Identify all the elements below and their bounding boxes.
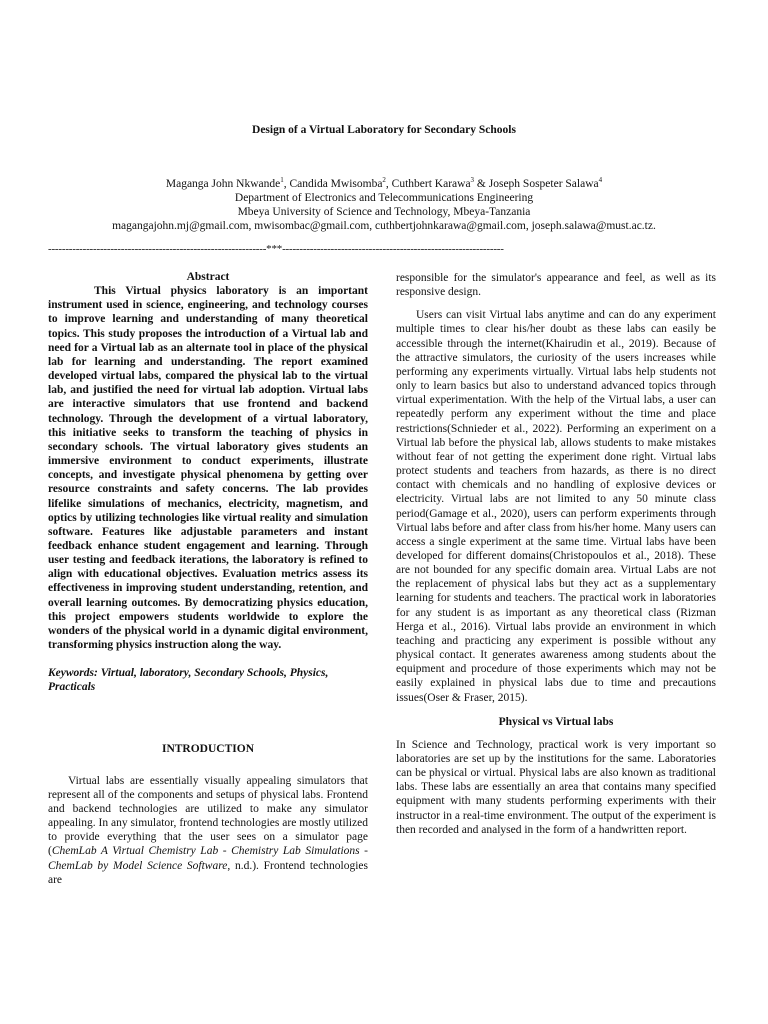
intro-citation: ChemLab A Virtual Chemistry Lab - Chemistry Lab Simulations - ChemLab by Model Science Software — [48, 845, 368, 872]
author-affiliation-mark: 1 — [280, 176, 284, 184]
paper-title: Design of a Virtual Laboratory for Secondary Schools — [252, 124, 516, 136]
keywords: Keywords: Virtual, laboratory, Secondary Schools, Physics, Practicals — [48, 667, 329, 694]
author-name: Joseph Sospeter Salawa — [488, 177, 599, 190]
right-column — [396, 271, 716, 837]
introduction-paragraph — [48, 774, 368, 887]
section-separator: ---------------------------------------------------------------***---------------------------------------------------------------- — [48, 243, 504, 255]
physical-vs-virtual-heading: Physical vs Virtual labs — [498, 715, 614, 728]
author-block — [0, 173, 768, 234]
author-name: Candida Mwisomba — [289, 177, 383, 190]
author-name: Cuthbert Karawa — [391, 177, 471, 190]
abstract-text: This Virtual physics laboratory is an important instrument used in science, engineering, and technology courses to improve learning and understanding of many theoretical topics. This study proposes the introduction of a Virtual lab and need for a Virtual lab as an alternate tool in place of the physical lab for learning and understanding. The report examined developed virtual labs, compared the physical lab to the virtual lab, and justified the need for virtual lab adoption. Virtual labs are interactive simulators that use frontend and backend technology. Through the development of a virtual laboratory, this initiative seeks to transform the teaching of physics in secondary schools. The virtual laboratory gives students an immersive environment to conduct experiments, illustrate concepts, and investigate physical phenomena by getting over resource constraints and safety concerns. The lab provides lifelike simulations of mechanics, electricity, magnetism, and optics by utilizing technologies like virtual reality and simulation software. Features like adjustable parameters and instant feedback enhance student engagement and learning. Through user testing and feedback iterations, the laboratory is refined to align with educational objectives. Evaluation metrics assess its effectiveness in improving student understanding, retention, and overall learning outcomes. By democratizing physics education, this project empowers students worldwide to explore the wonders of the physical world in a dynamic digital environment, transforming physics instruction along the way. — [48, 285, 368, 652]
author-affiliation-mark: 2 — [382, 176, 386, 184]
university-line: Mbeya University of Science and Technology, Mbeya-Tanzania — [237, 206, 531, 219]
continued-paragraph: responsible for the simulator's appearance and feel, as well as its responsive design. — [396, 272, 716, 299]
physical-vs-virtual-paragraph: In Science and Technology, practical work is very important so laboratories are set up by the institutions for the same. Laboratories can be physical or virtual. Physical labs are also known as traditional labs. These labs are essentially an area that contains many specified equipment with many students performing experiments with their instructor in a real-time environment. The output of the experiment is then recorded and analysed in the form of a handwritten report. — [396, 738, 716, 836]
virtual-labs-paragraph: Users can visit Virtual labs anytime and can do any experiment multiple times to clear his/her doubt as these labs can easily be accessible through the internet(Khairudin et al., 2019). Because of the attractive simulators, the curiosity of the users increases while performing any experiments virtually. Virtual labs help students not only to learn basics but also to understand advanced topics through virtual experimentation. With the help of the Virtual labs, a user can repeatedly perform any experiment without the time and place restrictions(Schnieder et al., 2022). Performing an experiment on a Virtual lab before the physical lab, allows students to make mistakes without fear of not getting the experiment done right. Virtual labs protect students and teachers from hazards, as there is no direct contact with chemicals and no handling of explosive devices or electricity. Virtual labs are not limited to any 50 minute class period(Gamage et al., 2020), users can perform experiments through Virtual labs before and after class from his/her home. Many users can access a single experiment at the same time. Virtual labs have been developed for different domains(Christopoulos et al., 2018). These are not bounded for any specific domain area. Virtual Labs are not the replacement of physical labs but they act as a supplementary learning for students and teachers. The practical work in laboratories for any student is as important as any theoretical class (Rizman Herga et al., 2016). Virtual labs provide an environment in which teaching and practicing any experiment is possible without any physical contact. It generates awareness among students about the equipment and procedure of those experiments which may not be easily explained in physical labs due to time and precautions issues(Oser & Fraser, 2015). — [396, 309, 716, 704]
email-line: magangajohn.mj@gmail.com, mwisombac@gmail.com, cuthbertjohnkarawa@gmail.com, joseph.salawa@must.ac.tz. — [112, 220, 656, 233]
author-name: Maganga John Nkwande — [165, 177, 281, 190]
author-list: Maganga John Nkwande$^1$, Candida Mwisomba$^2$, Cuthbert Karawa$^3$ & Joseph Sospeter Salawa$^4$ — [165, 176, 603, 190]
abstract-heading: Abstract — [186, 271, 230, 283]
introduction-heading: INTRODUCTION — [161, 742, 254, 755]
department-line: Department of Electronics and Telecommunications Engineering — [234, 192, 534, 205]
left-column — [48, 270, 368, 887]
intro-text-end: , n.d.). Frontend technologies are — [48, 859, 368, 886]
author-affiliation-mark: 3 — [470, 176, 475, 184]
intro-text-start: Virtual labs are essentially visually appealing simulators that represent all of the components and setups of physical labs. Frontend and backend technologies are utilized to make any simulator appealing. In any simulator, frontend technologies are mostly utilized to provide everything that the user sees on a simulator page ( — [48, 774, 368, 858]
author-affiliation-mark: 4 — [598, 176, 603, 184]
